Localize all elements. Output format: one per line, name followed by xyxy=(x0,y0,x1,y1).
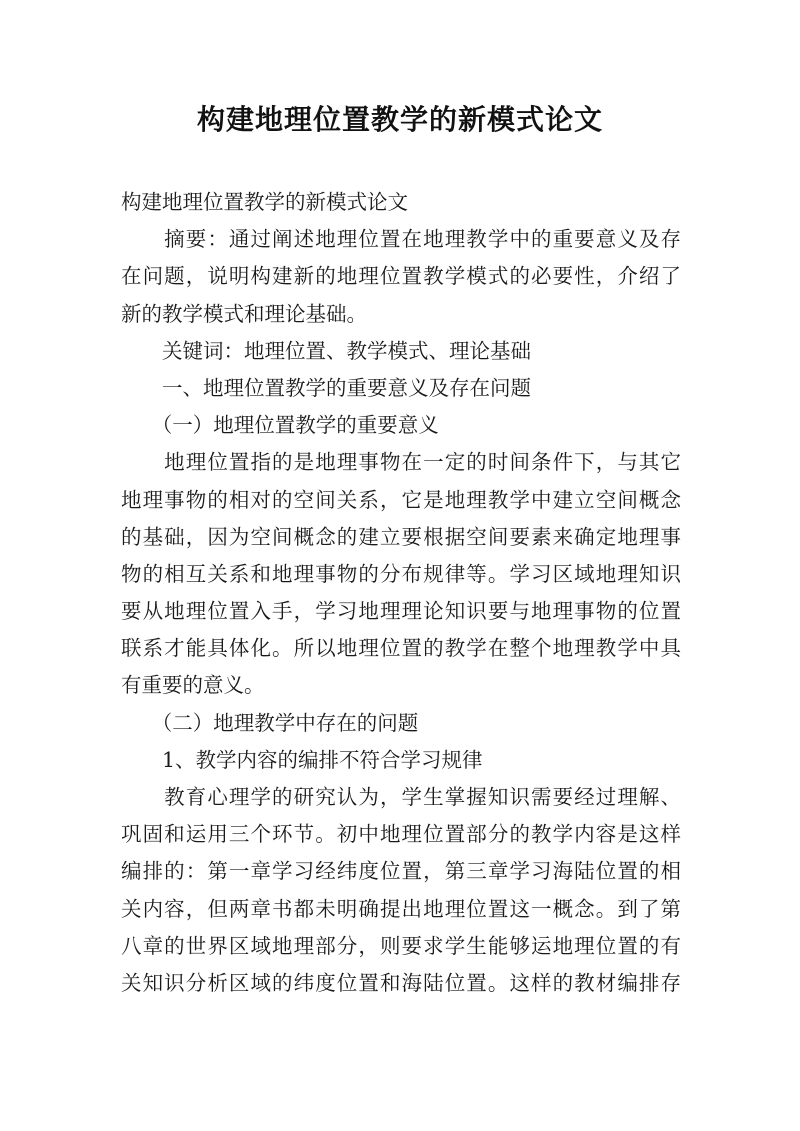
paragraph-line: 关内容，但两章书都未明确提出地理位置这一概念。到了第 xyxy=(121,896,681,921)
paragraph-line: 地理位置指的是地理事物在一定的时间条件下，与其它 xyxy=(121,450,681,475)
paragraph-line: 教育心理学的研究认为，学生掌握知识需要经过理解、 xyxy=(121,785,681,809)
abstract-line: 在问题，说明构建新的地理位置教学模式的必要性，介绍了 xyxy=(121,264,681,289)
paragraph-line: 物的相互关系和地理事物的分布规律等。学习区域地理知识 xyxy=(121,561,681,586)
abstract-line: 新的教学模式和理论基础。 xyxy=(121,301,367,326)
section-heading: 一、地理位置教学的重要意义及存在问题 xyxy=(121,375,531,400)
subsection-heading: （一）地理位置教学的重要意义 xyxy=(121,413,439,438)
document-title: 构建地理位置教学的新模式论文 xyxy=(196,103,603,136)
document-body xyxy=(121,184,681,1002)
paragraph-line: 关知识分析区域的纬度位置和海陆位置。这样的教材编排存 xyxy=(121,970,681,995)
paragraph-line: 八章的世界区域地理部分，则要求学生能够运地理位置的有 xyxy=(121,933,681,958)
paragraph-line: 编排的：第一章学习经纬度位置，第三章学习海陆位置的相 xyxy=(121,859,681,884)
subsection-heading: （二）地理教学中存在的问题 xyxy=(121,710,419,735)
body-line: 构建地理位置教学的新模式论文 xyxy=(121,190,408,214)
paragraph-line: 联系才能具体化。所以地理位置的教学在整个地理教学中具 xyxy=(121,636,681,661)
paragraph-line: 有重要的意义。 xyxy=(121,673,265,698)
paragraph-line: 巩固和运用三个环节。初中地理位置部分的教学内容是这样 xyxy=(121,822,681,847)
paragraph-line: 要从地理位置入手，学习地理理论知识要与地理事物的位置 xyxy=(121,599,681,624)
keywords-line: 关键词：地理位置、教学模式、理论基础 xyxy=(121,338,531,363)
item-heading: 1、教学内容的编排不符合学习规律 xyxy=(121,747,483,772)
paragraph-line: 地理事物的相对的空间关系，它是地理教学中建立空间概念 xyxy=(121,487,681,512)
abstract-line: 摘要：通过阐述地理位置在地理教学中的重要意义及存 xyxy=(121,227,681,252)
paragraph-line: 的基础，因为空间概念的建立要根据空间要素来确定地理事 xyxy=(121,524,681,549)
